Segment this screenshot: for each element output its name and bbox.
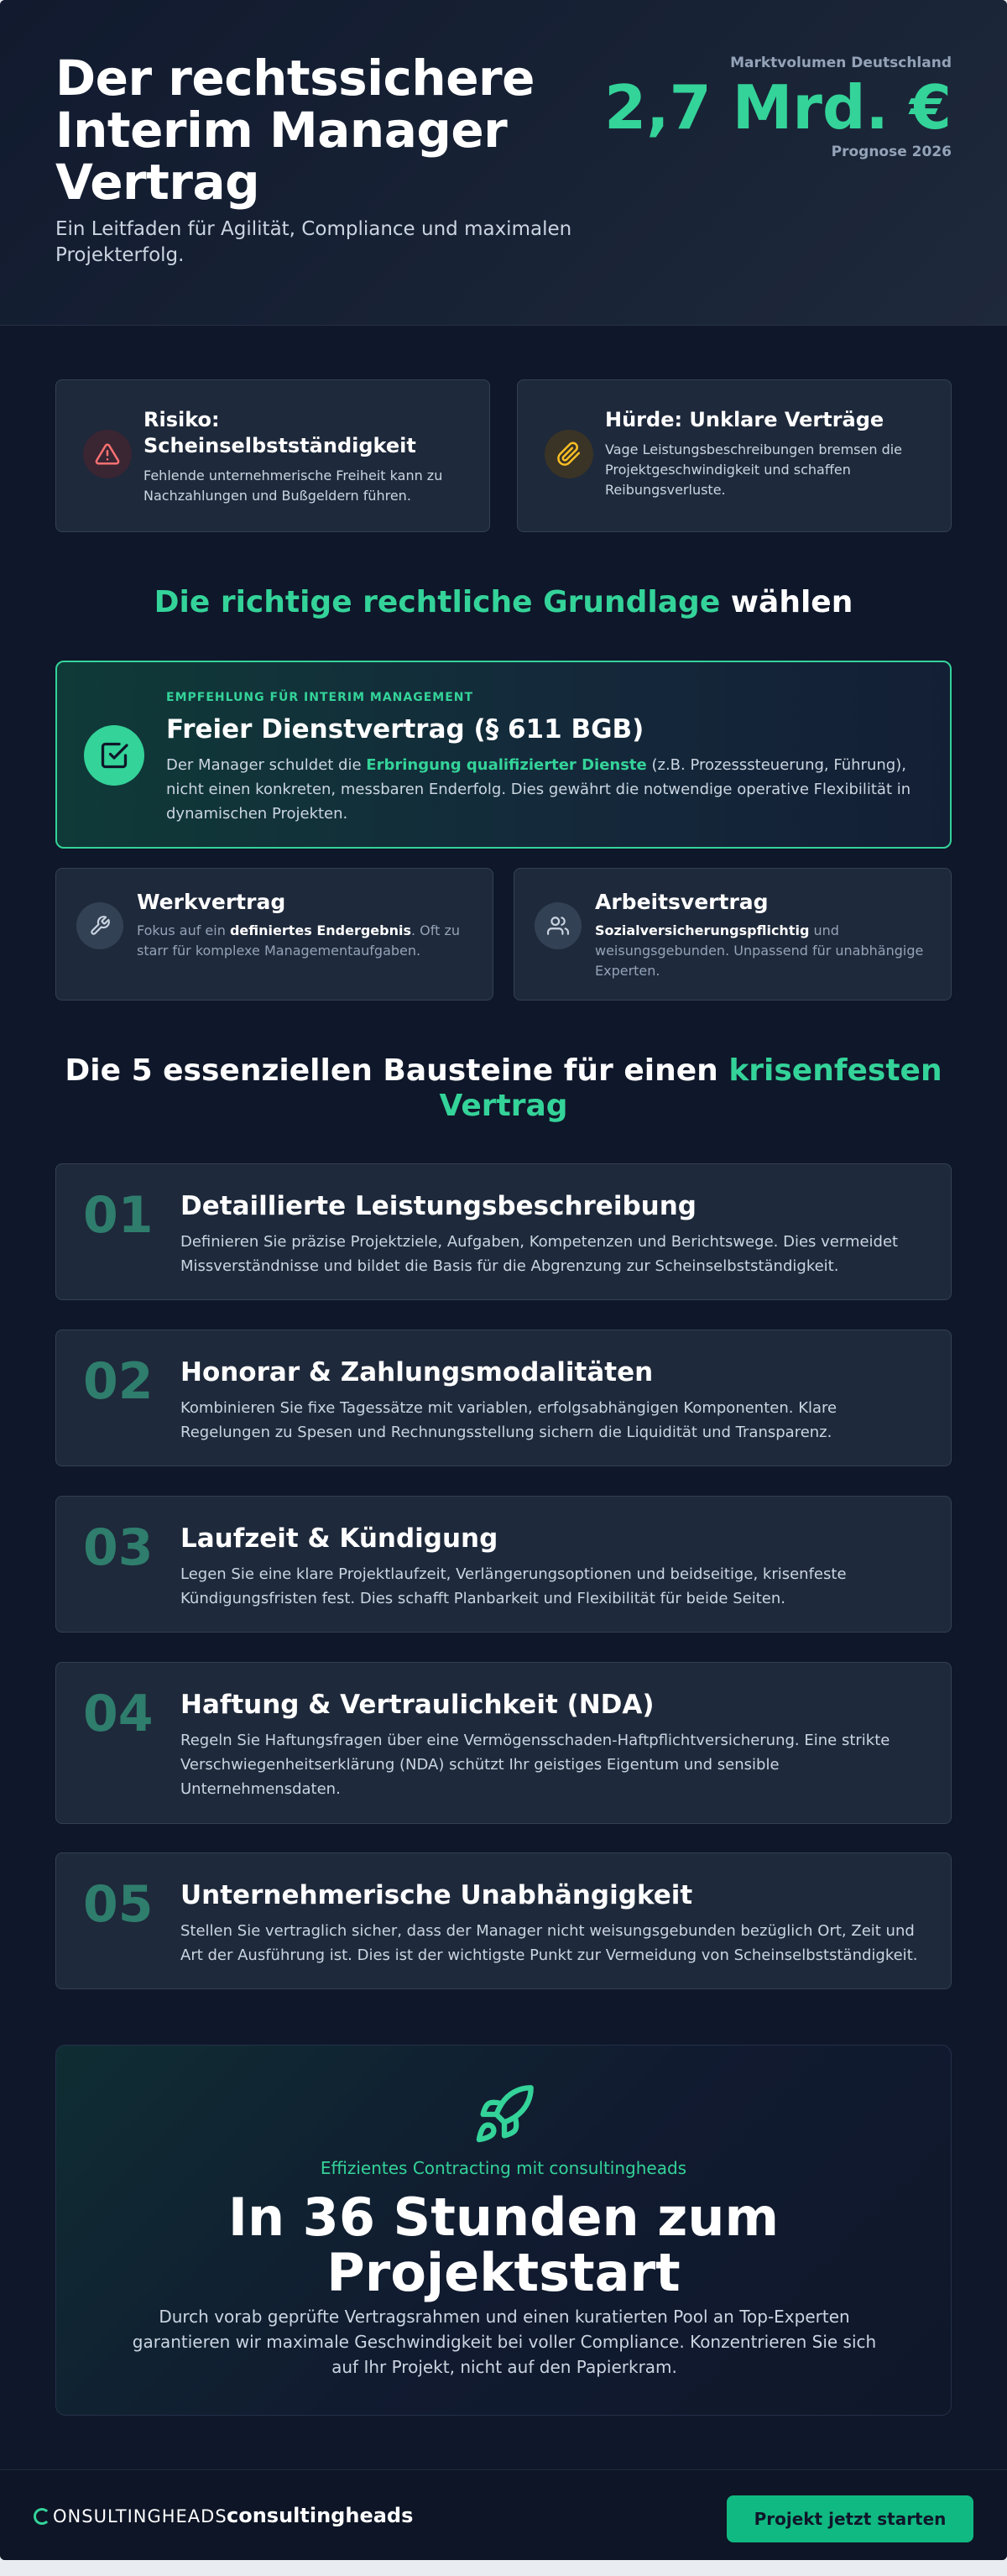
heading-accent: krisenfesten — [728, 1053, 942, 1088]
heading-text: Die 5 essenziellen Bausteine für einen — [65, 1053, 729, 1088]
risk-card-unklare-vertraege — [517, 379, 952, 532]
block-description: Definieren Sie präzise Projektziele, Aufgaben, Kompetenzen und Berichtswege. Dies vermeidet Missverständnisse und bildet die Basis für die Abgrenzung zur Scheinselbstständigkeit. — [180, 1233, 899, 1275]
contract-card-arbeitsvertrag — [514, 868, 952, 1001]
block-description: Regeln Sie Haftungsfragen über eine Vermögensschaden-Haftpflichtversicherung. Eine strikte Verschwiegenheitserklärung (NDA) schützt Ihr geistiges Eigentum und sensible Unternehmensdaten. — [180, 1732, 890, 1798]
cta-title — [56, 2187, 951, 2303]
rocket-icon — [472, 2082, 536, 2146]
users-icon — [535, 902, 582, 949]
heading-accent: Vertrag — [439, 1089, 568, 1123]
cta-kicker: Effizientes Contracting mit consultingheads — [320, 2158, 687, 2178]
building-block-card — [55, 1496, 952, 1633]
cta-description: Durch vorab geprüfte Vertragsrahmen und einen kuratierten Pool an Top-Experten garantieren wir maximale Geschwindigkeit bei voller Compliance. Konzentrieren Sie sich auf Ihr Projekt, nicht auf den Papierkram. — [132, 2307, 877, 2377]
market-label: Marktvolumen Deutschland — [730, 55, 952, 71]
start-project-button[interactable]: Projekt jetzt starten — [727, 2495, 973, 2542]
contract-card-werkvertrag — [55, 868, 493, 1001]
contract-title: Arbeitsvertrag — [595, 890, 769, 914]
block-number: 05 — [83, 1875, 154, 1934]
risk-description: Vage Leistungsbeschreibungen bremsen die Projektgeschwindigkeit und schaffen Reibungsverluste. — [605, 442, 903, 498]
contract-description — [595, 921, 931, 981]
block-title: Unternehmerische Unabhängigkeit — [180, 1880, 693, 1910]
block-number: 01 — [83, 1186, 154, 1245]
risk-card-scheinselbststaendigkeit — [55, 379, 490, 532]
desc-highlight: Erbringung qualifizierter Dienste — [366, 756, 647, 774]
desc-highlight: Sozialversicherungspflichtig — [595, 922, 810, 938]
title-line-2: Interim Manager — [55, 102, 508, 159]
footer — [0, 2469, 1007, 2560]
block-description: Kombinieren Sie fixe Tagessätze mit variablen, erfolgsabhängigen Komponenten. Klare Regelungen zu Spesen und Rechnungsstellung sichern die Liquidität und Transparenz. — [180, 1399, 837, 1441]
consultingheads-logo[interactable] — [34, 2506, 227, 2526]
title-line-3: Vertrag — [55, 154, 260, 211]
block-title: Laufzeit & Kündigung — [180, 1523, 498, 1554]
desc-text: Fokus auf ein — [137, 922, 230, 938]
logo-text: ONSULTINGHEADS — [53, 2506, 227, 2526]
page-title — [55, 50, 592, 211]
block-title: Honorar & Zahlungsmodalitäten — [180, 1357, 654, 1387]
block-description: Stellen Sie vertraglich sicher, dass der Manager nicht weisungsgebunden bezüglich Ort, Zeit und Art der Ausführung ist. Dies ist der wichtigste Punkt zur Vermeidung von Scheinselbstständigkeit. — [180, 1922, 918, 1964]
desc-text: (z.B. Prozesssteuerung, Führung), nicht einen konkreten, messbaren Enderfolg. Dies gewährt die notwendige operative Flexibilität in dynamischen Projekten. — [166, 756, 911, 823]
market-value: 2,7 Mrd. € — [604, 72, 952, 143]
contract-title: Werkvertrag — [137, 890, 286, 914]
cta-title-line-1: In 36 Stunden zum — [227, 2187, 780, 2248]
desc-highlight: definiertes Endergebnis — [229, 922, 411, 938]
cta-section — [55, 2045, 952, 2416]
recommendation-kicker: EMPFEHLUNG FÜR INTERIM MANAGEMENT — [166, 691, 474, 704]
paperclip-icon — [545, 430, 593, 478]
page-subtitle: Ein Leitfaden für Agilität, Compliance und maximalen Projekterfolg. — [55, 218, 572, 266]
logo-mark — [34, 2508, 50, 2525]
block-description: Legen Sie eine klare Projektlaufzeit, Verlängerungsoptionen und beidseitige, krisenfeste Kündigungsfristen fest. Dies schafft Planbarkeit und Flexibilität für beide Seiten. — [180, 1565, 847, 1607]
desc-text: . Oft zu starr für komplexe Managementaufgaben. — [137, 922, 460, 959]
contract-description — [137, 921, 472, 961]
market-volume-stat — [566, 54, 952, 161]
block-number: 04 — [83, 1685, 154, 1743]
risk-description: Fehlende unternehmerische Freiheit kann zu Nachzahlungen und Bußgeldern führen. — [143, 468, 443, 504]
legal-basis-heading — [0, 585, 1007, 620]
block-title: Detaillierte Leistungsbeschreibung — [180, 1191, 697, 1221]
building-block-card — [55, 1662, 952, 1824]
block-number: 02 — [83, 1352, 154, 1411]
risk-title: Hürde: Unklare Verträge — [605, 408, 884, 431]
desc-text: Der Manager schuldet die — [166, 756, 367, 774]
brand-name: consultingheads — [227, 2504, 414, 2527]
risk-title: Risiko: Scheinselbstständigkeit — [143, 408, 416, 457]
block-number: 03 — [83, 1518, 154, 1577]
building-block-card — [55, 1330, 952, 1466]
warning-triangle-icon — [83, 430, 132, 478]
check-square-icon — [84, 725, 144, 786]
recommendation-description — [166, 753, 921, 826]
block-title: Haftung & Vertraulichkeit (NDA) — [180, 1690, 655, 1720]
building-block-card — [55, 1852, 952, 1989]
cta-title-line-2: Projektstart — [326, 2242, 681, 2303]
building-blocks-heading — [0, 1053, 1007, 1124]
wrench-icon — [76, 902, 123, 949]
recommendation-title: Freier Dienstvertrag (§ 611 BGB) — [166, 714, 644, 745]
building-block-card — [55, 1163, 952, 1300]
title-line-1: Der rechtssichere — [55, 50, 535, 107]
heading-accent: Die richtige rechtliche Grundlage — [154, 585, 721, 619]
recommendation-card — [55, 661, 952, 849]
market-note: Prognose 2026 — [831, 144, 952, 160]
hero-header — [0, 0, 1007, 326]
heading-rest: wählen — [720, 585, 853, 619]
desc-text: und weisungsgebunden. Unpassend für unabhängige Experten. — [595, 922, 924, 979]
